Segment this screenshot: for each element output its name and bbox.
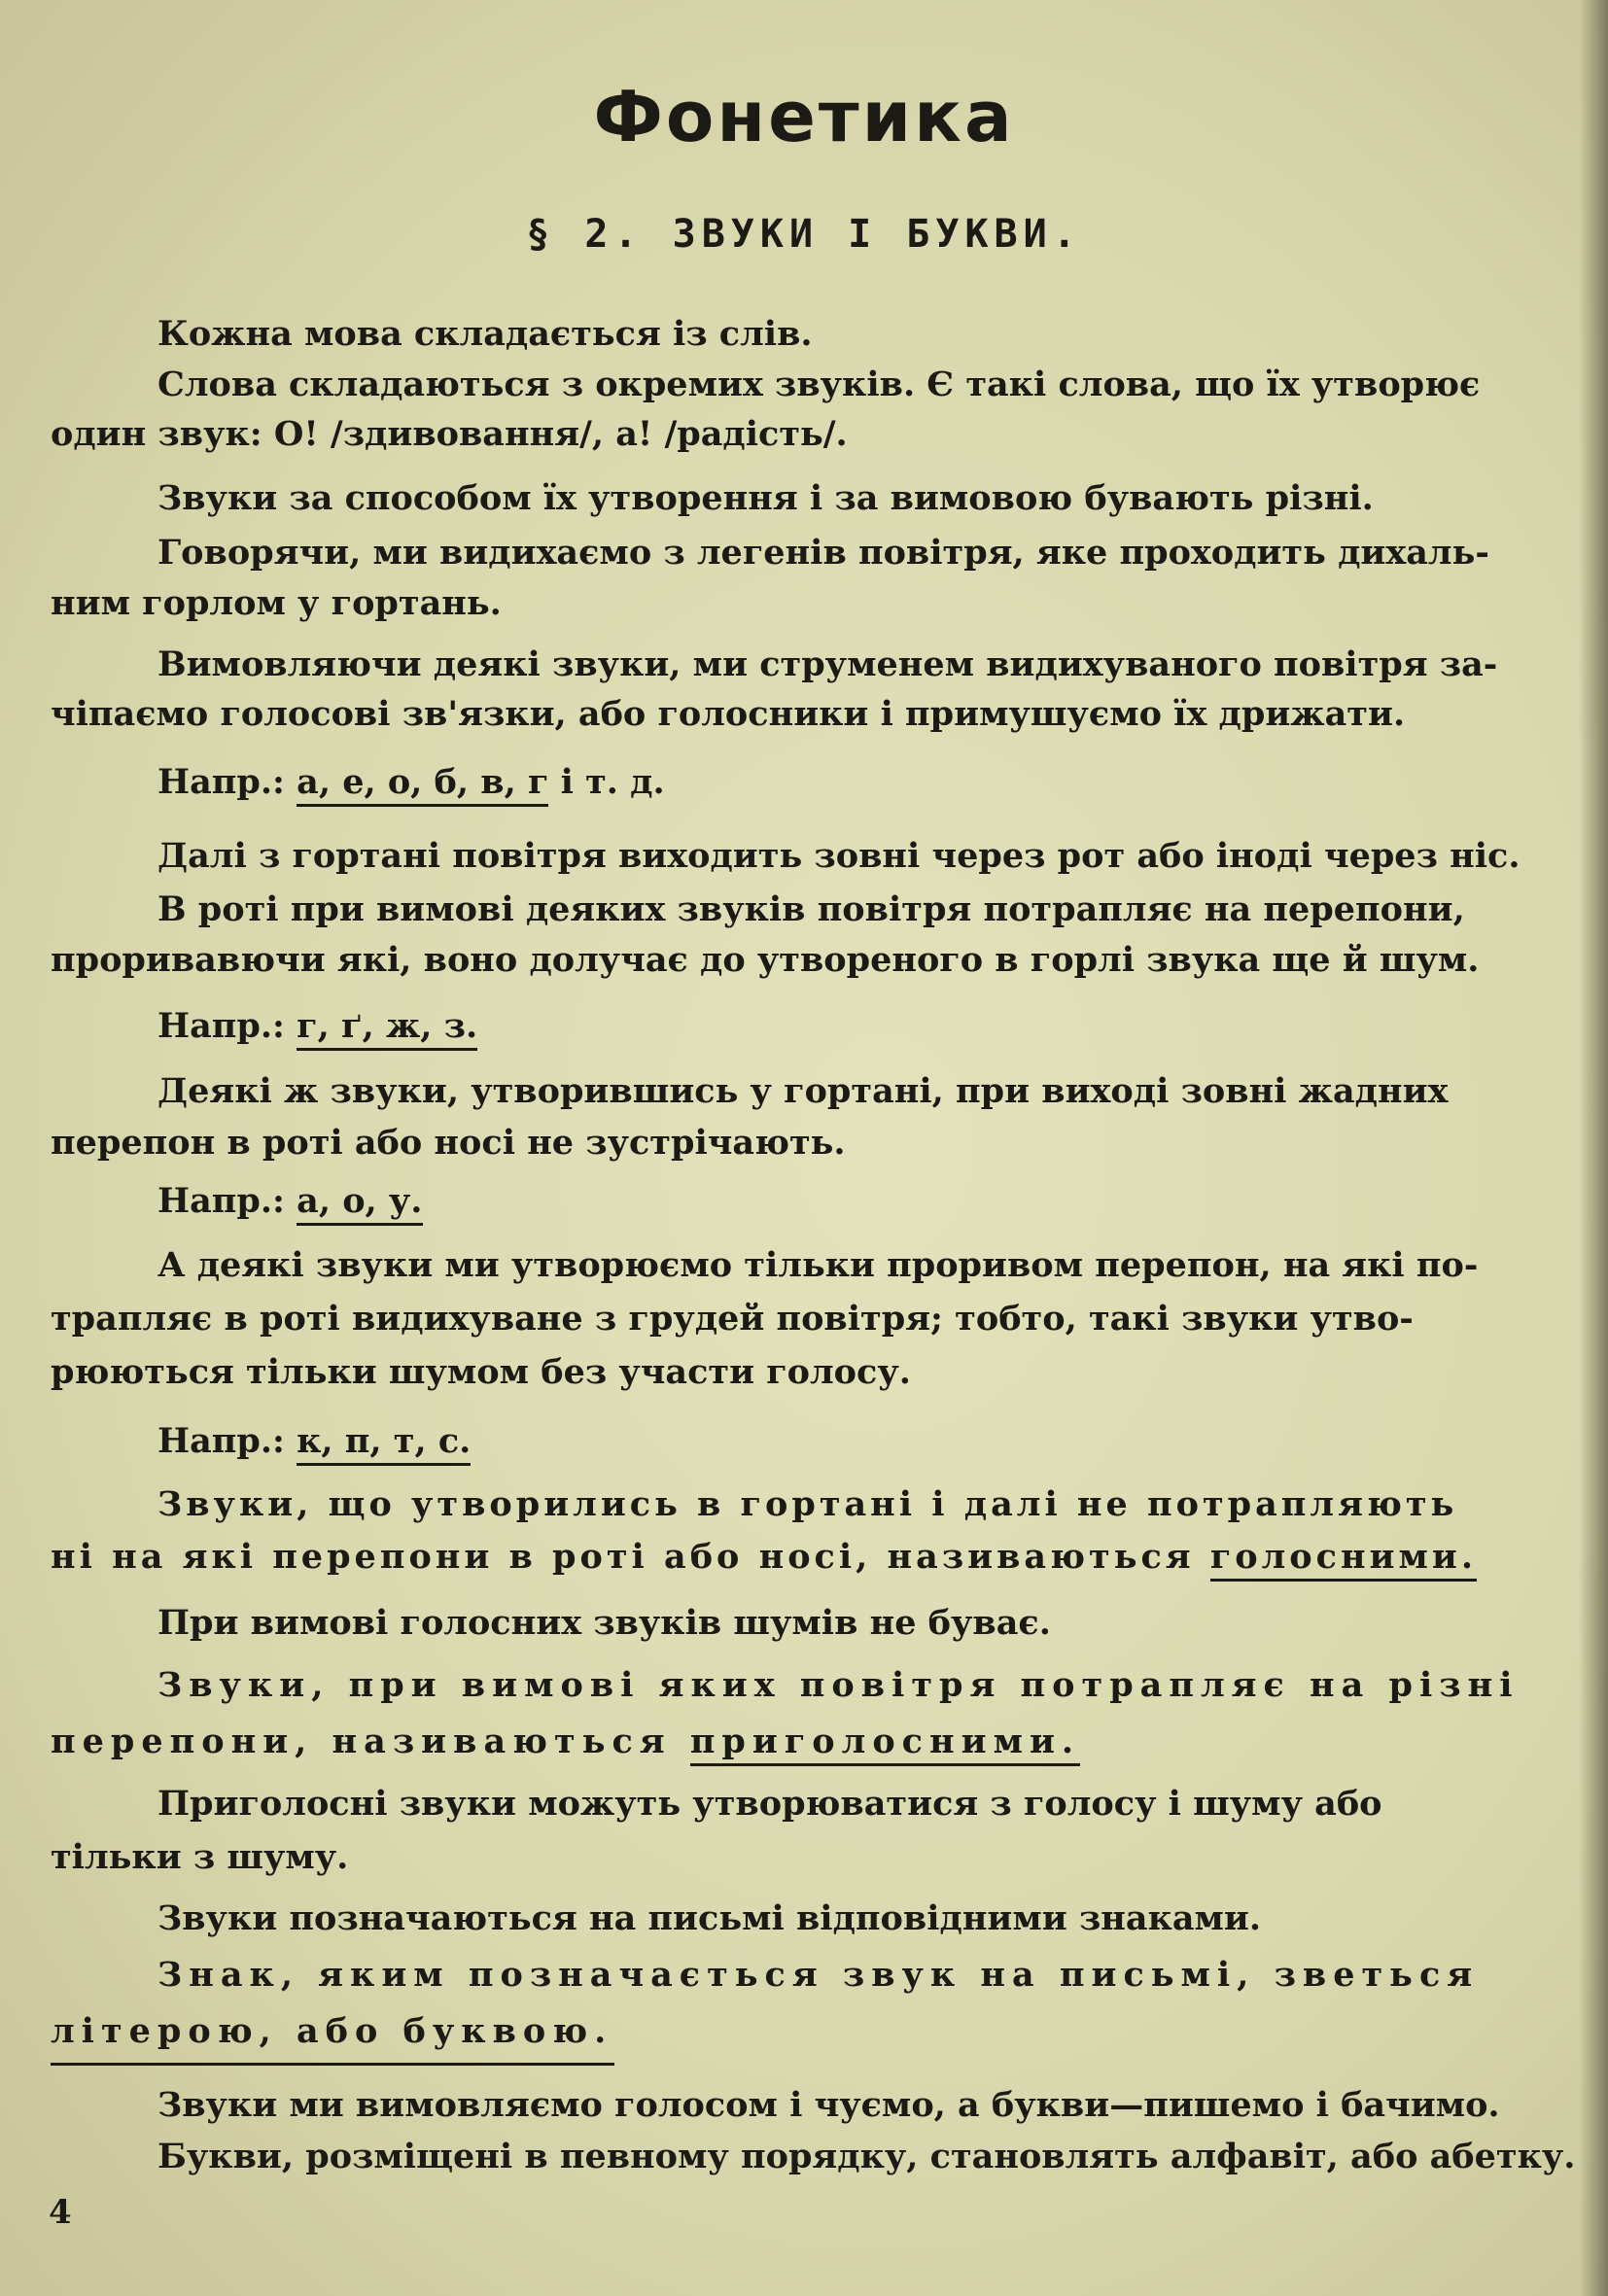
- page-edge-shadow: [1579, 0, 1608, 2296]
- text-line-20: Звуки позначаються на письмі відповідними знаками.: [157, 1898, 1262, 1938]
- text-line-5: Говорячи, ми видихаємо з легенів повітря, яке проходить дихаль-: [157, 533, 1489, 573]
- example-suffix: і т. д.: [548, 762, 665, 802]
- term-consonants: приголосними.: [690, 1722, 1080, 1766]
- example-label: Напр.:: [157, 1006, 297, 1046]
- text-line-22: Букви, розміщені в певному порядку, становлять алфавіт, або абетку.: [157, 2137, 1576, 2176]
- rule-line-4: [51, 1717, 1557, 1766]
- term-vowels: голосними.: [1210, 1537, 1477, 1582]
- text-line-18: Приголосні звуки можуть утворюватися з голосу і шуму або: [157, 1784, 1382, 1824]
- text-line-9: Далі з гортані повітря виходить зовні через рот або іноді через ніс.: [157, 836, 1521, 876]
- example-label: Напр.:: [157, 1421, 297, 1461]
- section-heading: § 2. ЗВУКИ І БУКВИ.: [526, 212, 1082, 257]
- text-line-10: В роті при вимові деяких звуків повітря потрапляє на перепони,: [157, 889, 1465, 929]
- example-label: Напр.:: [157, 762, 297, 802]
- rule-line-1: Звуки, що утворились в гортані і далі не потрапляють: [157, 1484, 1458, 1524]
- rule-line-3: Звуки, при вимові яких повітря потрапляє на різні: [157, 1665, 1520, 1705]
- example-letters: г, ґ, ж, з.: [297, 1006, 477, 1051]
- rule-line-6: літерою, або буквою.: [51, 2011, 613, 2051]
- text-line-1: Кожна мова складається із слів.: [157, 314, 813, 354]
- text-line-14: А деякі звуки ми утворюємо тільки проривом перепон, на які по-: [157, 1245, 1479, 1285]
- text-line-12: Деякі ж звуки, утворившись у гортані, при виході зовні жадних: [157, 1071, 1449, 1111]
- text-line-2: Слова складаються з окремих звуків. Є такі слова, що їх утворює: [157, 365, 1481, 404]
- rule-line-2: [51, 1532, 1557, 1582]
- example-letters: а, е, о, б, в, г: [297, 762, 548, 807]
- text-line-8: чіпаємо голосові зв'язки, або голосники і примушуємо їх дрижати.: [51, 694, 1406, 734]
- text-line-11: проривавючи які, воно долучає до утвореного в горлі звука ще й шум.: [51, 940, 1480, 980]
- example-letters: к, п, т, с.: [297, 1421, 471, 1466]
- text-line-16: рюються тільки шумом без участи голосу.: [51, 1352, 911, 1392]
- example-letters: а, о, у.: [297, 1181, 422, 1226]
- example-line-4: [157, 1416, 1557, 1466]
- example-label: Напр.:: [157, 1181, 297, 1221]
- text-line-7: Вимовляючи деякі звуки, ми струменем видихуваного повітря за-: [157, 644, 1498, 684]
- page-number: 4: [49, 2193, 72, 2232]
- rule-text: перепони, називаються: [51, 1722, 690, 1761]
- text-line-17: При вимові голосних звуків шумів не буває.: [157, 1603, 1051, 1643]
- text-line-6: ним горлом у гортань.: [51, 583, 502, 623]
- example-line-2: [157, 1001, 1557, 1051]
- text-line-13: перепон в роті або носі не зустрічають.: [51, 1123, 846, 1163]
- text-line-15: трапляє в роті видихуване з грудей повітря; тобто, такі звуки утво-: [51, 1299, 1414, 1339]
- example-line-3: [157, 1176, 1557, 1226]
- rule-text: ні на які перепони в роті або носі, називаються: [51, 1537, 1210, 1577]
- text-line-19: тільки з шуму.: [51, 1837, 349, 1877]
- underline-rule: [51, 2063, 614, 2066]
- text-line-3: один звук: О! /здивовання/, а! /радість/.: [51, 414, 848, 454]
- example-line-1: [157, 757, 1557, 807]
- page-title: Фонетика: [593, 76, 1015, 157]
- rule-line-5: Знак, яким позначається звук на письмі, зветься: [157, 1955, 1480, 1995]
- text-line-4: Звуки за способом їх утворення і за вимовою бувають різні.: [157, 478, 1374, 518]
- text-line-21: Звуки ми вимовляємо голосом і чуємо, а букви—пишемо і бачимо.: [157, 2085, 1500, 2125]
